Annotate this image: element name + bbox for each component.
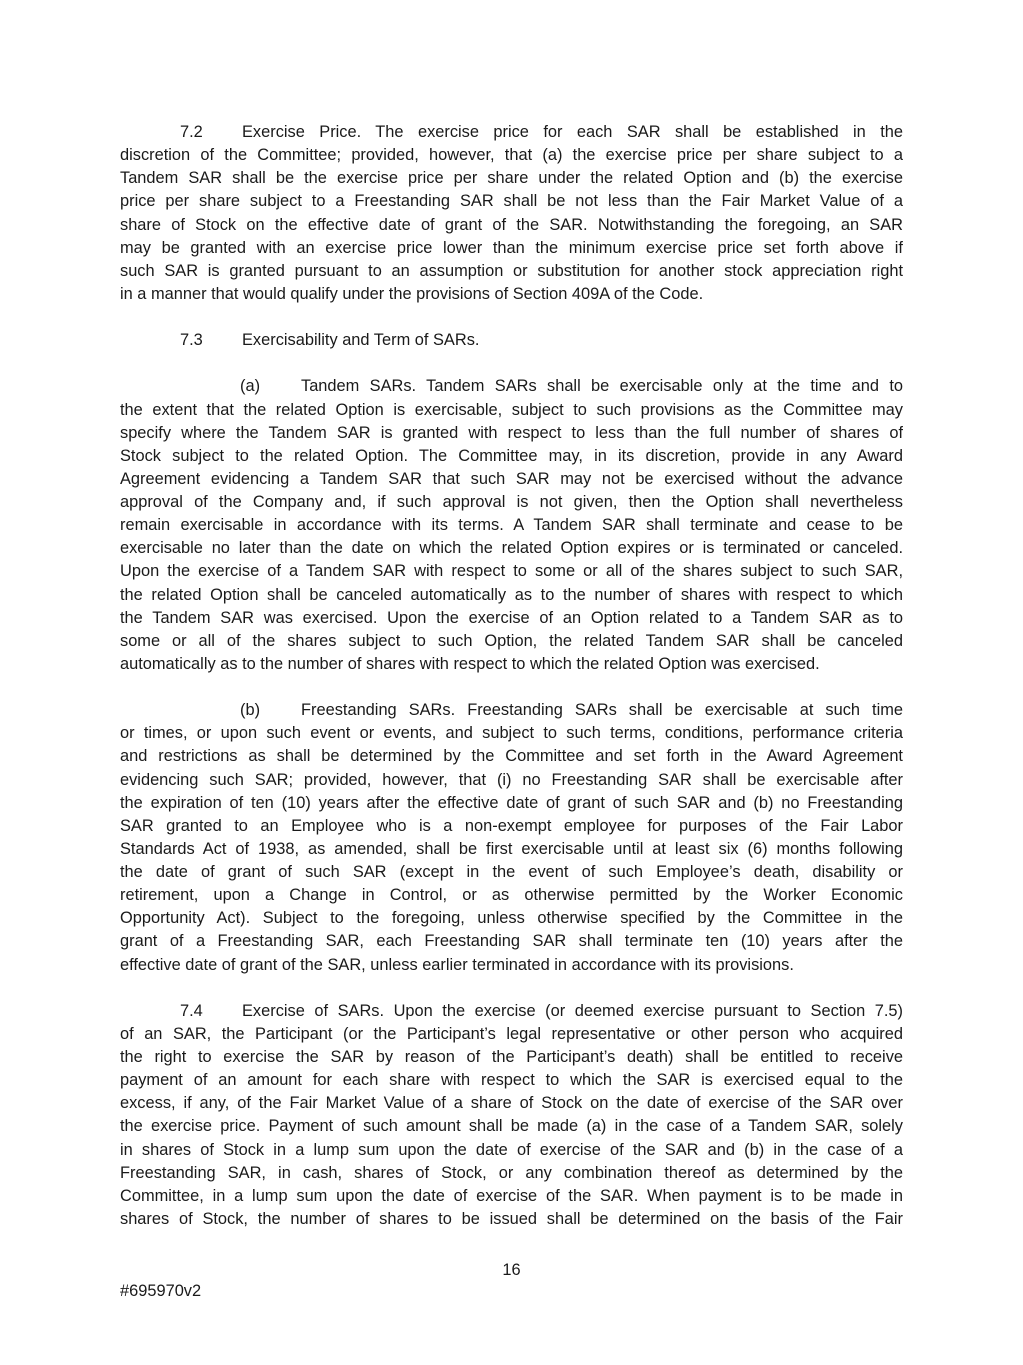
body-line: Upon the exercise of a Tandem SAR with respect to some or all of the shares subject to such SAR, [120, 562, 903, 581]
body-line: the expiration of ten (10) years after the effective date of grant of such SAR and (b) no Freestanding [120, 793, 903, 812]
paragraph-first-line [120, 375, 903, 398]
section-heading: Exercise of SARs. [242, 1001, 385, 1020]
body-line: Agreement evidencing a Tandem SAR that such SAR may not be exercised without the advance [120, 469, 903, 488]
body-line: in a manner that would qualify under the provisions of Section 409A of the Code. [120, 284, 704, 303]
body-line: remain exercisable in accordance with its terms. A Tandem SAR shall terminate and cease to be [120, 516, 903, 535]
body-line: some or all of the shares subject to such Option, the related Tandem SAR shall be canceled [120, 631, 903, 650]
section-heading: Exercise Price. [242, 123, 362, 141]
line-text [301, 699, 903, 722]
body-line: share of Stock on the effective date of grant of the SAR. Notwithstanding the foregoing, an SAR [120, 215, 903, 234]
body-line: retirement, upon a Change in Control, or as otherwise permitted by the Worker Economic [120, 886, 903, 905]
body-line: specify where the Tandem SAR is granted with respect to less than the full number of shares of [120, 423, 903, 442]
paragraph-spacer [120, 306, 903, 329]
body-line: Committee, in a lump sum upon the date of exercise of the SAR. When payment is to be made in [120, 1186, 903, 1205]
body-line: the date of grant of such SAR (except in the event of such Employee’s death, disability or [120, 863, 903, 881]
body-line: the extent that the related Option is exercisable, subject to such provisions as the Committee may [120, 400, 903, 419]
section-number: (a) [240, 377, 261, 396]
body-line: Tandem SAR shall be the exercise price per share under the related Option and (b) the exercise [120, 169, 903, 188]
paragraph-spacer [120, 352, 903, 375]
body-line: Stock subject to the related Option. The Committee may, in its discretion, provide in any Award [120, 446, 903, 465]
body-line: Opportunity Act). Subject to the foregoing, unless otherwise specified by the Committee in the [120, 909, 903, 928]
body-line: Standards Act of 1938, as amended, shall be first exercisable until at least six (6) months following [120, 839, 903, 858]
body-line: automatically as to the number of shares with respect to which the related Option was exercised. [120, 654, 820, 673]
section-number: 7.2 [180, 123, 203, 141]
paragraph-spacer [120, 676, 903, 699]
paragraph-section-7.2 [120, 121, 903, 306]
line-text [301, 375, 903, 398]
body-line: exercisable no later than the date on which the related Option expires or is terminated or canceled. [120, 539, 903, 558]
paragraph-section-a [120, 375, 903, 676]
paragraph-first-line [120, 329, 903, 352]
line-text [242, 329, 903, 352]
line-text: Tandem SARs shall be exercisable only at the time and to [426, 377, 903, 396]
line-text: The exercise price for each SAR shall be established in the [375, 123, 903, 141]
body-line: price per share subject to a Freestanding SAR shall be not less than the Fair Market Value of a [120, 192, 903, 211]
body-line: and restrictions as shall be determined by the Committee and set forth in the Award Agreement [120, 747, 903, 766]
document-body [120, 121, 903, 1231]
body-line: evidencing such SAR; provided, however, that (i) no Freestanding SAR shall be exercisable after [120, 770, 903, 789]
paragraph-section-7.4 [120, 1000, 903, 1231]
section-number: 7.3 [180, 331, 203, 350]
body-line: grant of a Freestanding SAR, each Freestanding SAR shall terminate ten (10) years after the [120, 932, 903, 951]
body-line: effective date of grant of the SAR, unless earlier terminated in accordance with its provisions. [120, 955, 794, 974]
body-line: the Tandem SAR was exercised. Upon the exercise of an Option related to a Tandem SAR as to [120, 608, 903, 627]
page-number: 16 [502, 1261, 521, 1279]
section-heading: Tandem SARs. [301, 377, 417, 396]
body-line: the right to exercise the SAR by reason of the Participant’s death) shall be entitled to receive [120, 1048, 903, 1066]
section-number: 7.4 [180, 1001, 203, 1020]
paragraph-first-line [120, 1000, 903, 1023]
body-line: the related Option shall be canceled automatically as to the number of shares with respect to which [120, 585, 903, 604]
section-heading: Freestanding SARs. [301, 701, 456, 720]
line-text [242, 121, 903, 144]
body-line: Freestanding SAR, in cash, shares of Stock, or any combination thereof as determined by the [120, 1163, 903, 1182]
line-text [242, 1000, 903, 1023]
body-line: shares of Stock, the number of shares to be issued shall be determined on the basis of the Fair [120, 1209, 903, 1228]
section-heading: Exercisability and Term of SARs. [242, 331, 480, 350]
line-text: Freestanding SARs shall be exercisable at such time [467, 701, 903, 720]
body-line: such SAR is granted pursuant to an assumption or substitution for another stock appreciation right [120, 261, 903, 280]
body-line: SAR granted to an Employee who is a non-exempt employee for purposes of the Fair Labor [120, 816, 903, 835]
paragraph-first-line [120, 121, 903, 144]
body-line: of an SAR, the Participant (or the Participant’s legal representative or other person who acquired [120, 1024, 903, 1043]
body-line: the exercise price. Payment of such amount shall be made (a) in the case of a Tandem SAR, solely [120, 1117, 903, 1136]
body-line: discretion of the Committee; provided, however, that (a) the exercise price per share subject to a [120, 146, 903, 165]
paragraph-spacer [120, 977, 903, 1000]
paragraph-first-line [120, 699, 903, 722]
body-line: payment of an amount for each share with respect to which the SAR is exercised equal to the [120, 1071, 903, 1090]
body-line: may be granted with an exercise price lower than the minimum exercise price set forth above if [120, 238, 903, 257]
document-id: #695970v2 [120, 1282, 202, 1300]
body-line: approval of the Company and, if such approval is not given, then the Option shall nevertheless [120, 493, 903, 511]
paragraph-section-7.3 [120, 329, 903, 352]
body-line: excess, if any, of the Fair Market Value of a share of Stock on the date of exercise of the SAR over [120, 1094, 903, 1113]
section-number: (b) [240, 701, 261, 720]
body-line: in shares of Stock in a lump sum upon the date of exercise of the SAR and (b) in the case of a [120, 1140, 903, 1159]
line-text: Upon the exercise (or deemed exercise pursuant to Section 7.5) [393, 1001, 903, 1020]
body-line: or times, or upon such event or events, and subject to such terms, conditions, performance criteria [120, 724, 903, 743]
paragraph-section-b [120, 699, 903, 977]
